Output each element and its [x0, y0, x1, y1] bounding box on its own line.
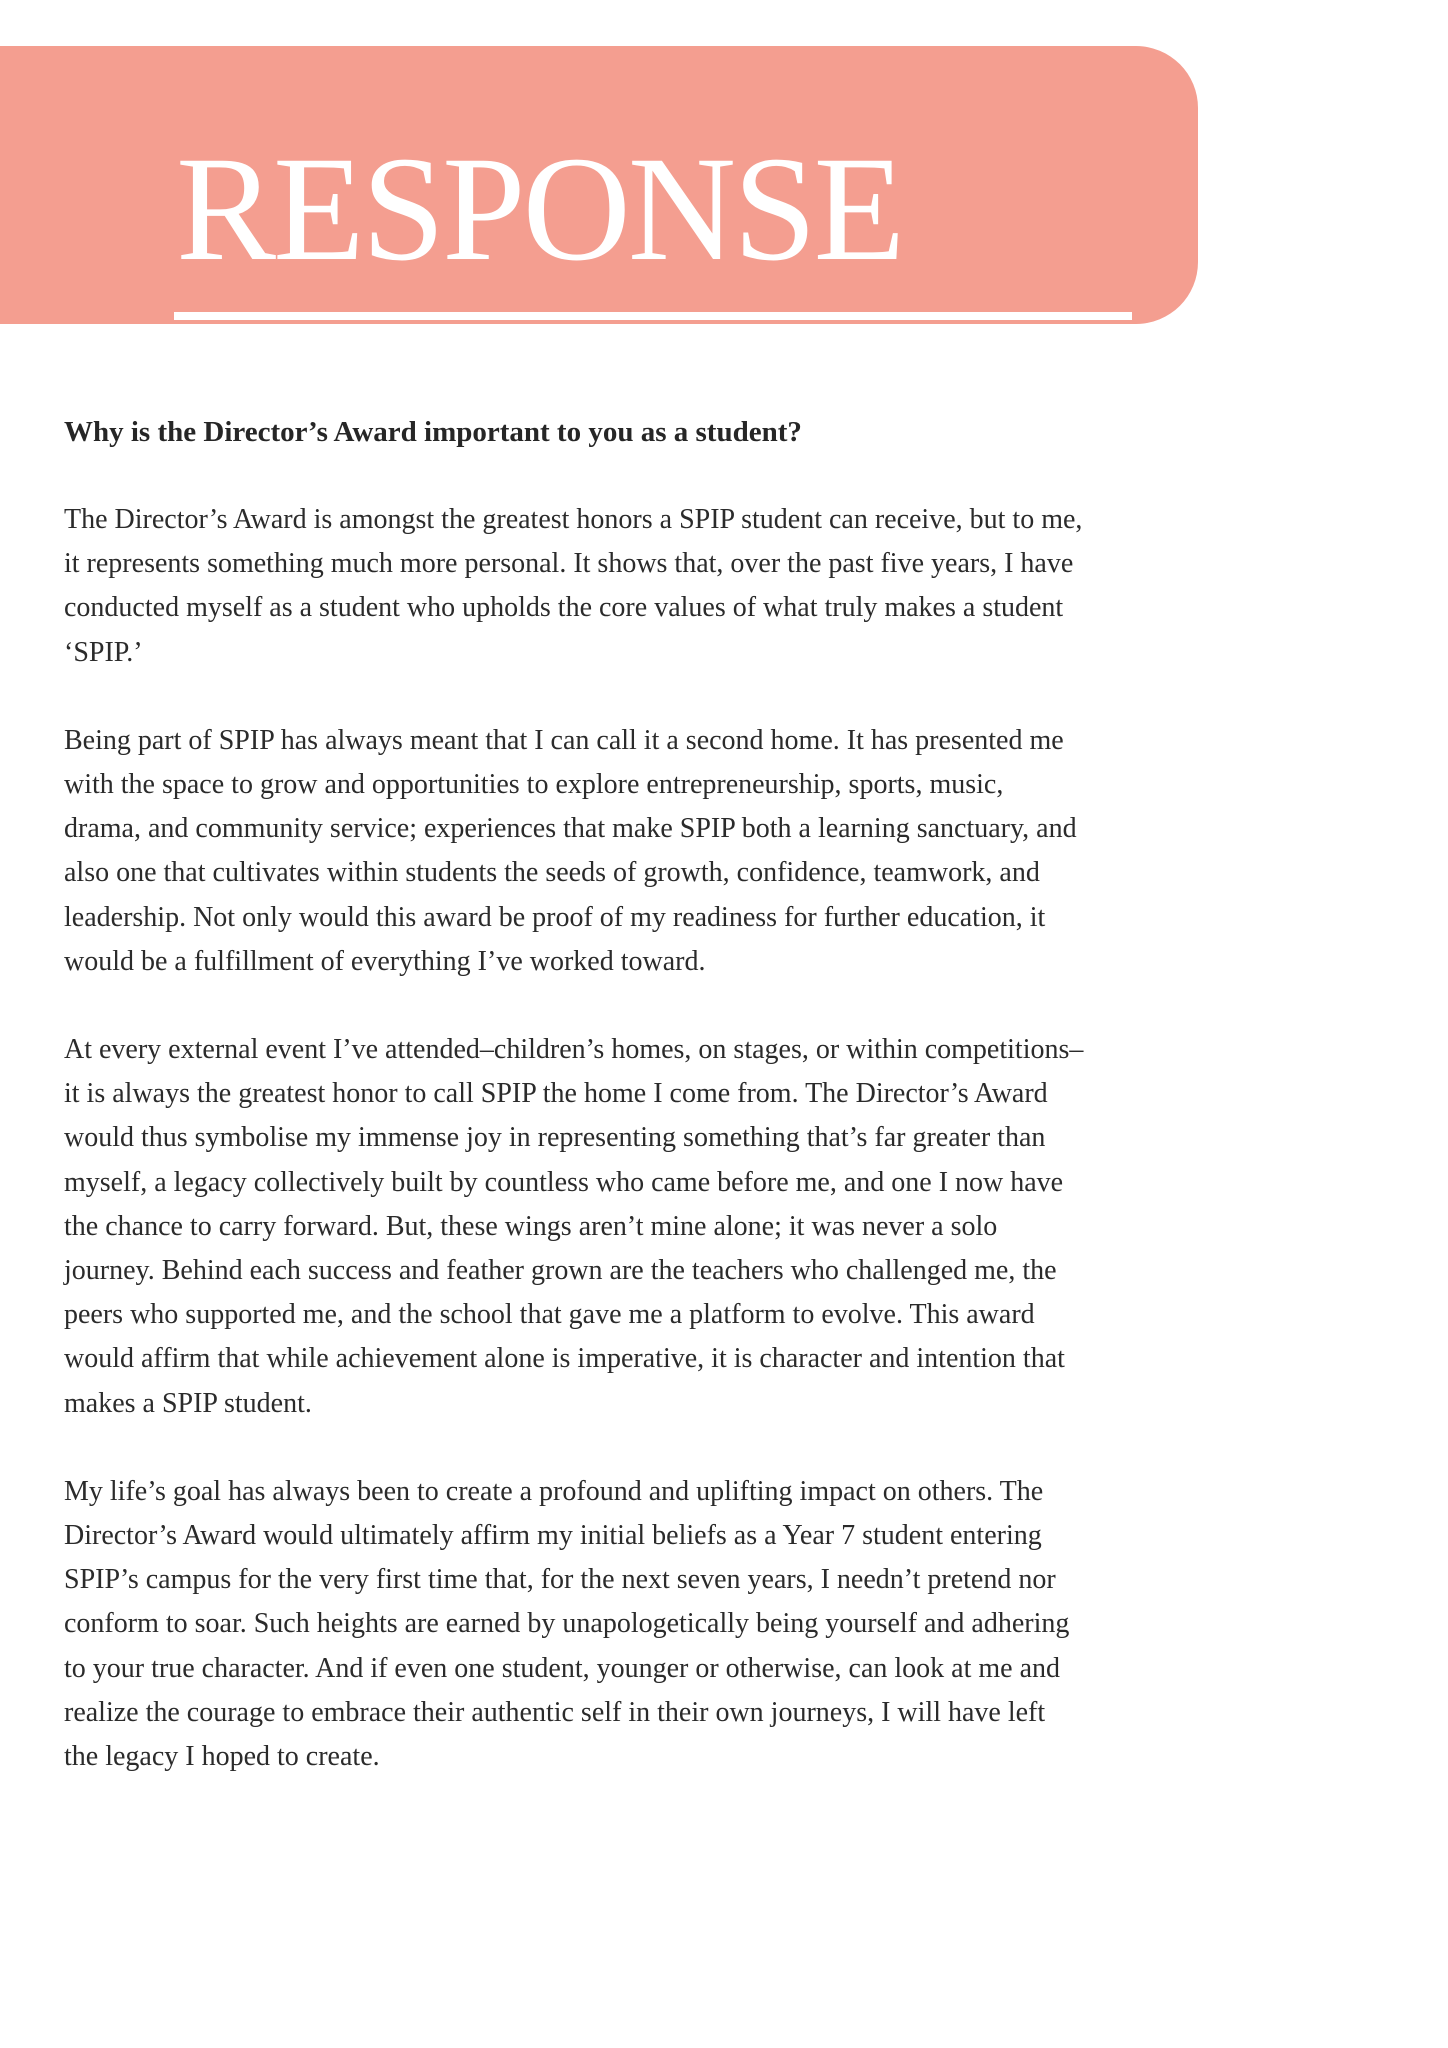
paragraph-line: journey. Behind each success and feather grown are the teachers who challenged me, the	[64, 1255, 1057, 1287]
paragraph-line: to your true character. And if even one student, younger or otherwise, can look at me and	[64, 1652, 1061, 1684]
paragraph-line: would affirm that while achievement alone is imperative, it is character and intention that	[64, 1343, 1065, 1375]
paragraph-line: My life’s goal has always been to create a profound and uplifting impact on others. The	[64, 1475, 1044, 1507]
paragraph-line: it is always the greatest honor to call SPIP the home I come from. The Director’s Award	[64, 1078, 1048, 1110]
paragraph-line: conform to soar. Such heights are earned by unapologetically being yourself and adhering	[64, 1608, 1070, 1640]
paragraph-line: the chance to carry forward. But, these wings aren’t mine alone; it was never a solo	[64, 1210, 998, 1242]
paragraph-line: with the space to grow and opportunities to explore entrepreneurship, sports, music,	[64, 769, 1004, 801]
paragraph-line: At every external event I’ve attended–children’s homes, on stages, or within competitions–	[64, 1034, 1084, 1066]
paragraph-2	[64, 719, 1194, 984]
paragraph-line: myself, a legacy collectively built by countless who came before me, and one I now have	[64, 1166, 1064, 1198]
paragraph-line: peers who supported me, and the school that gave me a platform to evolve. This award	[64, 1299, 1035, 1331]
paragraph-line: would be a fulfillment of everything I’ve worked toward.	[64, 945, 706, 977]
question-heading: Why is the Director’s Award important to you as a student?	[64, 416, 802, 448]
paragraph-line: Being part of SPIP has always meant that I can call it a second home. It has presented me	[64, 724, 1064, 756]
paragraph-1	[64, 498, 1194, 675]
paragraph-line: The Director’s Award is amongst the greatest honors a SPIP student can receive, but to me,	[64, 504, 1083, 535]
paragraph-line: drama, and community service; experiences that make SPIP both a learning sanctuary, and	[64, 813, 1077, 845]
page-title: RESPONSE	[176, 126, 903, 292]
paragraph-line: the legacy I hoped to create.	[64, 1741, 380, 1773]
paragraph-line: conducted myself as a student who upholds the core values of what truly makes a student	[64, 592, 1064, 624]
response-body	[64, 410, 1194, 1779]
paragraph-4	[64, 1470, 1194, 1779]
paragraph-line: makes a SPIP student.	[64, 1387, 312, 1419]
paragraph-line: Director’s Award would ultimately affirm my initial beliefs as a Year 7 student entering	[64, 1520, 1042, 1552]
paragraph-line: ‘SPIP.’	[64, 636, 143, 668]
paragraph-line: also one that cultivates within students the seeds of growth, confidence, teamwork, and	[64, 857, 1040, 889]
title-underline-divider	[174, 312, 1132, 320]
title-banner	[0, 46, 1198, 324]
paragraph-line: it represents something much more personal. It shows that, over the past five years, I have	[64, 548, 1074, 580]
paragraph-line: realize the courage to embrace their authentic self in their own journeys, I will have left	[64, 1696, 1046, 1728]
paragraph-line: would thus symbolise my immense joy in representing something that’s far greater than	[64, 1122, 1046, 1154]
paragraph-line: SPIP’s campus for the very first time that, for the next seven years, I needn’t pretend nor	[64, 1564, 1056, 1596]
paragraph-3	[64, 1028, 1194, 1426]
paragraph-line: leadership. Not only would this award be proof of my readiness for further education, it	[64, 901, 1046, 933]
